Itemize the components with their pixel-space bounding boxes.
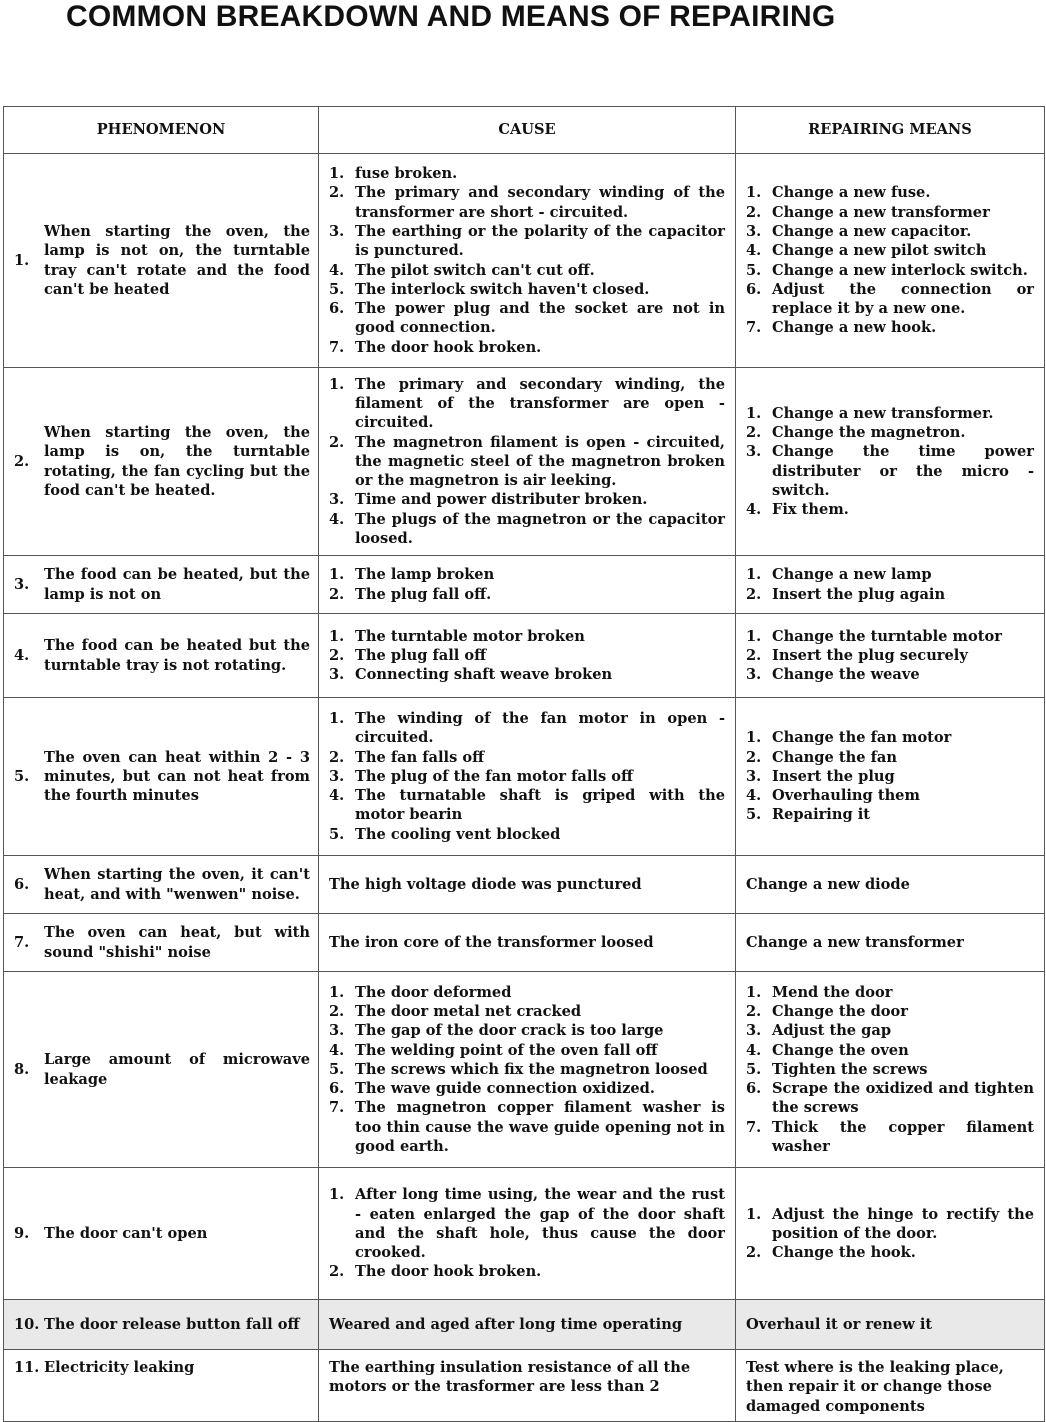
row-number: 5. — [14, 767, 30, 785]
repair-text: Change a new transformer — [746, 933, 964, 951]
cause-item-number: 1. — [329, 566, 345, 584]
phenomenon-cell — [4, 1168, 319, 1300]
repair-list — [736, 1205, 1044, 1263]
phenomenon-text: Electricity leaking — [44, 1359, 195, 1376]
repair-item-number: 2. — [746, 748, 762, 766]
repair-item — [746, 183, 1034, 202]
cause-item — [329, 183, 725, 222]
repair-list — [736, 404, 1044, 520]
cause-item-number: 3. — [329, 491, 345, 509]
cause-item-text: The magnetron filament is open - circuited, the magnetic steel of the magnetron broken or the magnetron is air leeking. — [355, 433, 725, 490]
cause-item-text: The primary and secondary winding of the transformer are short - circuited. — [355, 184, 725, 221]
repair-item-number: 1. — [746, 404, 762, 422]
cause-item-number: 2. — [329, 1002, 345, 1020]
repair-item-text: Fix them. — [772, 501, 849, 519]
row-number: 8. — [14, 1060, 30, 1078]
repair-cell — [736, 914, 1045, 972]
repair-item — [746, 1205, 1034, 1244]
phenomenon-cell — [4, 1300, 319, 1350]
cause-item-text: The plugs of the magnetron or the capacitor loosed. — [355, 510, 725, 548]
cause-item-text: The pilot switch can't cut off. — [355, 261, 595, 279]
table-row — [4, 556, 1045, 614]
phenomenon-cell — [4, 556, 319, 614]
cause-item-text: The door hook broken. — [355, 1263, 542, 1281]
repair-item-text: Change the magnetron. — [772, 423, 966, 441]
repair-item-number: 4. — [746, 1041, 762, 1059]
table-row — [4, 1300, 1045, 1350]
cause-item — [329, 565, 725, 584]
repair-item-text: Adjust the gap — [772, 1022, 892, 1040]
table-row — [4, 698, 1045, 856]
cause-list — [319, 375, 735, 549]
header-cause: CAUSE — [319, 107, 736, 154]
repair-item-number: 6. — [746, 280, 762, 298]
cause-item — [329, 299, 725, 338]
cause-item-text: The turnatable shaft is griped with the motor bearin — [355, 787, 725, 824]
phenomenon-cell — [4, 368, 319, 556]
repair-cell — [736, 972, 1045, 1168]
cause-text: The high voltage diode was punctured — [329, 875, 642, 893]
phenomenon — [4, 748, 318, 806]
cause-cell — [319, 1300, 736, 1350]
repair-cell — [736, 698, 1045, 856]
cause-item-number: 2. — [329, 433, 345, 451]
table-row — [4, 614, 1045, 698]
cause-item-text: The lamp broken — [355, 566, 495, 584]
cause-cell — [319, 154, 736, 368]
repair-item-number: 4. — [746, 787, 762, 805]
repair-item-text: Adjust the connection or replace it by a new one. — [772, 280, 1034, 318]
cause-item — [329, 1021, 725, 1040]
page-title: COMMON BREAKDOWN AND MEANS OF REPAIRING — [66, 0, 836, 33]
cause-item-text: The door deformed — [355, 983, 512, 1001]
phenomenon-text: The oven can heat within 2 - 3 minutes, but can not heat from the fourth minutes — [44, 748, 310, 805]
repair-item — [746, 585, 1034, 604]
cause-item-number: 4. — [329, 261, 345, 279]
repair-item-text: Adjust the hinge to rectify the position of the door. — [772, 1205, 1034, 1242]
repair-item-number: 1. — [746, 729, 762, 747]
cause-item — [329, 748, 725, 767]
cause-item-number: 7. — [329, 1099, 345, 1117]
repair-item-text: Change the hook. — [772, 1244, 916, 1262]
repair-item — [746, 442, 1034, 500]
cause-item — [329, 222, 725, 261]
repair-item — [746, 1041, 1034, 1060]
row-number: 2. — [14, 452, 30, 470]
repair-item-number: 3. — [746, 767, 762, 785]
repair-text: Change a new diode — [746, 875, 910, 893]
cause-item-number: 5. — [329, 280, 345, 298]
repair-item-number: 1. — [746, 627, 762, 645]
table-header-row — [4, 107, 1045, 154]
repair-item-number: 3. — [746, 222, 762, 240]
cause-cell — [319, 1350, 736, 1422]
cause-item-text: The power plug and the socket are not in good connection. — [355, 300, 725, 337]
cause-item-number: 3. — [329, 666, 345, 684]
cause-item-number: 6. — [329, 1080, 345, 1098]
repair-item — [746, 241, 1034, 260]
repair-item-number: 1. — [746, 983, 762, 1001]
phenomenon-text: The food can be heated, but the lamp is not on — [44, 566, 310, 603]
repair-item — [746, 222, 1034, 241]
repair-item-number: 2. — [746, 1244, 762, 1262]
cause-text: The earthing insulation resistance of all the motors or the trasformer are less than 2 — [329, 1359, 691, 1396]
cause-cell — [319, 614, 736, 698]
repair-item-text: Thick the copper filament washer — [772, 1118, 1034, 1156]
row-number: 9. — [14, 1224, 30, 1242]
repair-cell — [736, 556, 1045, 614]
repair-list — [736, 565, 1044, 604]
cause-item-text: The interlock switch haven't closed. — [355, 280, 650, 298]
repair-item-text: Change a new lamp — [772, 566, 932, 584]
cause-item-number: 2. — [329, 646, 345, 664]
cause-item-text: After long time using, the wear and the rust - eaten enlarged the gap of the door shaft and the shaft hole, thus cause the door crooked. — [355, 1186, 725, 1262]
cause-item-text: The door hook broken. — [355, 338, 542, 356]
cause-item-text: The plug of the fan motor falls off — [355, 767, 633, 785]
cause-item-number: 1. — [329, 627, 345, 645]
cause-list — [319, 164, 735, 357]
cause-item-text: The winding of the fan motor in open - circuited. — [355, 709, 725, 747]
repair-item-number: 3. — [746, 443, 762, 461]
table-row — [4, 972, 1045, 1168]
phenomenon-cell — [4, 856, 319, 914]
row-number: 10. — [14, 1315, 40, 1333]
phenomenon-text: When starting the oven, the lamp is not on, the turntable tray can't rotate and the food can't be heated — [44, 222, 310, 298]
cause-list — [319, 983, 735, 1157]
repair-item-number: 1. — [746, 1205, 762, 1223]
repair-text: Overhaul it or renew it — [746, 1315, 933, 1333]
cause-item-number: 3. — [329, 767, 345, 785]
cause-cell — [319, 368, 736, 556]
repair-item-text: Change the weave — [772, 666, 920, 684]
repair-list — [736, 627, 1044, 685]
cause-item-text: The welding point of the oven fall off — [355, 1041, 658, 1059]
repair-item-text: Change a new fuse. — [772, 184, 931, 202]
cause-item-number: 4. — [329, 1041, 345, 1059]
repair-item — [746, 318, 1034, 337]
phenomenon-cell — [4, 614, 319, 698]
repair-item — [746, 805, 1034, 824]
repair-item — [746, 565, 1034, 584]
cause-item — [329, 338, 725, 357]
repair-cell — [736, 856, 1045, 914]
repair-item — [746, 983, 1034, 1002]
cause-item — [329, 665, 725, 684]
repair-item — [746, 1021, 1034, 1040]
phenomenon — [4, 222, 318, 299]
cause-item-text: Connecting shaft weave broken — [355, 666, 613, 684]
repair-item — [746, 1002, 1034, 1021]
repair-item-text: Change the oven — [772, 1041, 909, 1059]
cause-item-number: 3. — [329, 1022, 345, 1040]
cause-item — [329, 261, 725, 280]
cause-item-number: 6. — [329, 300, 345, 318]
repair-item-text: Scrape the oxidized and tighten the screws — [772, 1080, 1034, 1117]
row-number: 6. — [14, 875, 30, 893]
phenomenon — [4, 865, 318, 904]
repair-item-number: 2. — [746, 1002, 762, 1020]
repair-item — [746, 786, 1034, 805]
repair-item-text: Change the door — [772, 1002, 908, 1020]
phenomenon-cell — [4, 1350, 319, 1422]
repair-list — [736, 728, 1044, 824]
cause-item-number: 2. — [329, 585, 345, 603]
cause-item — [329, 983, 725, 1002]
repair-item-text: Change the fan motor — [772, 729, 952, 747]
repair-item-number: 2. — [746, 423, 762, 441]
repair-item-number: 1. — [746, 566, 762, 584]
phenomenon-text: The food can be heated but the turntable tray is not rotating. — [44, 637, 310, 674]
row-number: 3. — [14, 575, 30, 593]
phenomenon-cell — [4, 972, 319, 1168]
row-number: 1. — [14, 251, 30, 269]
cause-item-number: 1. — [329, 1186, 345, 1204]
cause-cell — [319, 972, 736, 1168]
phenomenon — [4, 1315, 318, 1334]
cause-item-number: 5. — [329, 825, 345, 843]
repair-item-text: Tighten the screws — [772, 1060, 928, 1078]
cause-item-text: The gap of the door crack is too large — [355, 1022, 664, 1040]
repair-item-number: 3. — [746, 666, 762, 684]
cause-item — [329, 1002, 725, 1021]
repair-item — [746, 280, 1034, 319]
cause-item — [329, 627, 725, 646]
cause-cell — [319, 698, 736, 856]
phenomenon-text: When starting the oven, the lamp is on, the turntable rotating, the fan cycling but the food can't be heated. — [44, 423, 310, 499]
repair-cell — [736, 368, 1045, 556]
row-number: 4. — [14, 646, 30, 664]
cause-item-number: 5. — [329, 1060, 345, 1078]
cause-item — [329, 1185, 725, 1262]
phenomenon-text: When starting the oven, it can't heat, and with "wenwen" noise. — [44, 866, 310, 903]
repair-text: Test where is the leaking place, then repair it or change those damaged components — [746, 1359, 1004, 1415]
cause-item — [329, 280, 725, 299]
cause-text: Weared and aged after long time operating — [329, 1315, 683, 1333]
repair-list — [736, 983, 1044, 1157]
repair-item-number: 1. — [746, 184, 762, 202]
phenomenon — [4, 636, 318, 675]
cause-list — [319, 709, 735, 844]
repair-item-number: 2. — [746, 203, 762, 221]
repair-item-number: 2. — [746, 646, 762, 664]
repair-item-text: Change a new transformer. — [772, 404, 994, 422]
cause-item — [329, 709, 725, 748]
cause-item — [329, 786, 725, 825]
cause-item — [329, 1098, 725, 1156]
header-repairing-means: REPAIRING MEANS — [736, 107, 1045, 154]
repair-cell — [736, 1168, 1045, 1300]
cause-item-text: The screws which fix the magnetron loosed — [355, 1060, 708, 1078]
cause-item-text: The cooling vent blocked — [355, 825, 561, 843]
cause-item — [329, 646, 725, 665]
row-number: 11. — [14, 1359, 40, 1376]
cause-item-text: The plug fall off — [355, 646, 487, 664]
cause-item — [329, 433, 725, 491]
row-number: 7. — [14, 933, 30, 951]
cause-cell — [319, 556, 736, 614]
cause-item — [329, 825, 725, 844]
cause-item-number: 1. — [329, 983, 345, 1001]
cause-item-number: 1. — [329, 165, 345, 183]
repair-item — [746, 748, 1034, 767]
breakdown-table — [3, 106, 1045, 1422]
phenomenon-cell — [4, 698, 319, 856]
cause-item — [329, 375, 725, 433]
cause-item-text: The magnetron copper filament washer is too thin cause the wave guide opening not in good earth. — [355, 1099, 725, 1156]
repair-list — [736, 183, 1044, 337]
cause-item-number: 2. — [329, 748, 345, 766]
repair-item — [746, 1079, 1034, 1118]
cause-cell — [319, 1168, 736, 1300]
repair-item-text: Repairing it — [772, 806, 871, 824]
repair-item-number: 5. — [746, 806, 762, 824]
repair-item — [746, 1060, 1034, 1079]
repair-item-number: 7. — [746, 319, 762, 337]
cause-cell — [319, 914, 736, 972]
phenomenon — [4, 1050, 318, 1089]
repair-item-text: Insert the plug again — [772, 585, 946, 603]
phenomenon-cell — [4, 914, 319, 972]
phenomenon — [4, 1358, 318, 1377]
repair-item-text: Insert the plug securely — [772, 646, 968, 664]
repair-item-number: 2. — [746, 585, 762, 603]
cause-item-number: 1. — [329, 375, 345, 393]
table-row — [4, 856, 1045, 914]
repair-item-text: Change the time power distributer or the micro - switch. — [772, 443, 1034, 499]
phenomenon-text: The door release button fall off — [44, 1315, 300, 1333]
phenomenon-cell — [4, 154, 319, 368]
cause-item-number: 1. — [329, 709, 345, 727]
repair-item-number: 4. — [746, 501, 762, 519]
repair-item — [746, 646, 1034, 665]
cause-item-text: The primary and secondary winding, the filament of the transformer are open - circuited. — [355, 375, 725, 432]
repair-item-text: Change the fan — [772, 748, 897, 766]
table-body — [4, 154, 1045, 1422]
phenomenon-text: Large amount of microwave leakage — [44, 1051, 310, 1088]
repair-item-text: Overhauling them — [772, 787, 920, 805]
repair-item — [746, 665, 1034, 684]
phenomenon-text: The door can't open — [44, 1224, 208, 1242]
cause-list — [319, 1185, 735, 1281]
cause-list — [319, 565, 735, 604]
phenomenon-text: The oven can heat, but with sound "shishi" noise — [44, 924, 310, 961]
cause-item — [329, 767, 725, 786]
table-row — [4, 1350, 1045, 1422]
cause-item — [329, 1041, 725, 1060]
repair-item — [746, 1118, 1034, 1157]
cause-text: The iron core of the transformer loosed — [329, 933, 654, 951]
repair-item-number: 4. — [746, 242, 762, 260]
repair-cell — [736, 1300, 1045, 1350]
repair-item — [746, 404, 1034, 423]
table-row — [4, 1168, 1045, 1300]
cause-item-number: 7. — [329, 338, 345, 356]
repair-item-number: 3. — [746, 1022, 762, 1040]
repair-item-number: 5. — [746, 1060, 762, 1078]
repair-item-text: Change a new capacitor. — [772, 222, 972, 240]
repair-item-text: Mend the door — [772, 983, 893, 1001]
repair-item-number: 5. — [746, 261, 762, 279]
cause-item — [329, 1060, 725, 1079]
cause-item-number: 4. — [329, 510, 345, 528]
cause-item-text: Time and power distributer broken. — [355, 491, 648, 509]
cause-item-text: The earthing or the polarity of the capacitor is punctured. — [355, 222, 725, 260]
repair-item — [746, 767, 1034, 786]
repair-item-text: Change a new transformer — [772, 203, 990, 221]
table-row — [4, 368, 1045, 556]
repair-item — [746, 728, 1034, 747]
repair-cell — [736, 614, 1045, 698]
header-phenomenon: PHENOMENON — [4, 107, 319, 154]
repair-item-text: Change the turntable motor — [772, 627, 1002, 645]
cause-item-number: 4. — [329, 787, 345, 805]
cause-item-number: 3. — [329, 222, 345, 240]
cause-item-text: The fan falls off — [355, 748, 485, 766]
repair-item — [746, 500, 1034, 519]
cause-item — [329, 1079, 725, 1098]
cause-item-number: 2. — [329, 184, 345, 202]
repair-item-text: Change a new interlock switch. — [772, 261, 1028, 279]
cause-item — [329, 510, 725, 549]
cause-item-text: The wave guide connection oxidized. — [355, 1080, 655, 1098]
repair-cell — [736, 1350, 1045, 1422]
repair-item — [746, 1243, 1034, 1262]
cause-item-text: The turntable motor broken — [355, 627, 585, 645]
cause-item — [329, 585, 725, 604]
repair-item — [746, 261, 1034, 280]
repair-item — [746, 423, 1034, 442]
table-row — [4, 914, 1045, 972]
cause-item-text: The door metal net cracked — [355, 1002, 582, 1020]
repair-item — [746, 203, 1034, 222]
repair-item-number: 7. — [746, 1118, 762, 1136]
cause-item-text: fuse broken. — [355, 165, 458, 183]
cause-list — [319, 627, 735, 685]
repair-item-text: Insert the plug — [772, 767, 895, 785]
phenomenon — [4, 1224, 318, 1243]
repair-item-number: 6. — [746, 1080, 762, 1098]
phenomenon — [4, 923, 318, 962]
repair-item — [746, 627, 1034, 646]
phenomenon — [4, 423, 318, 500]
repair-item-text: Change a new pilot switch — [772, 242, 987, 260]
cause-item — [329, 164, 725, 183]
cause-item — [329, 1262, 725, 1281]
table-row — [4, 154, 1045, 368]
repair-cell — [736, 154, 1045, 368]
cause-item-text: The plug fall off. — [355, 585, 492, 603]
cause-cell — [319, 856, 736, 914]
cause-item — [329, 490, 725, 509]
phenomenon — [4, 565, 318, 604]
cause-item-number: 2. — [329, 1263, 345, 1281]
repair-item-text: Change a new hook. — [772, 319, 937, 337]
